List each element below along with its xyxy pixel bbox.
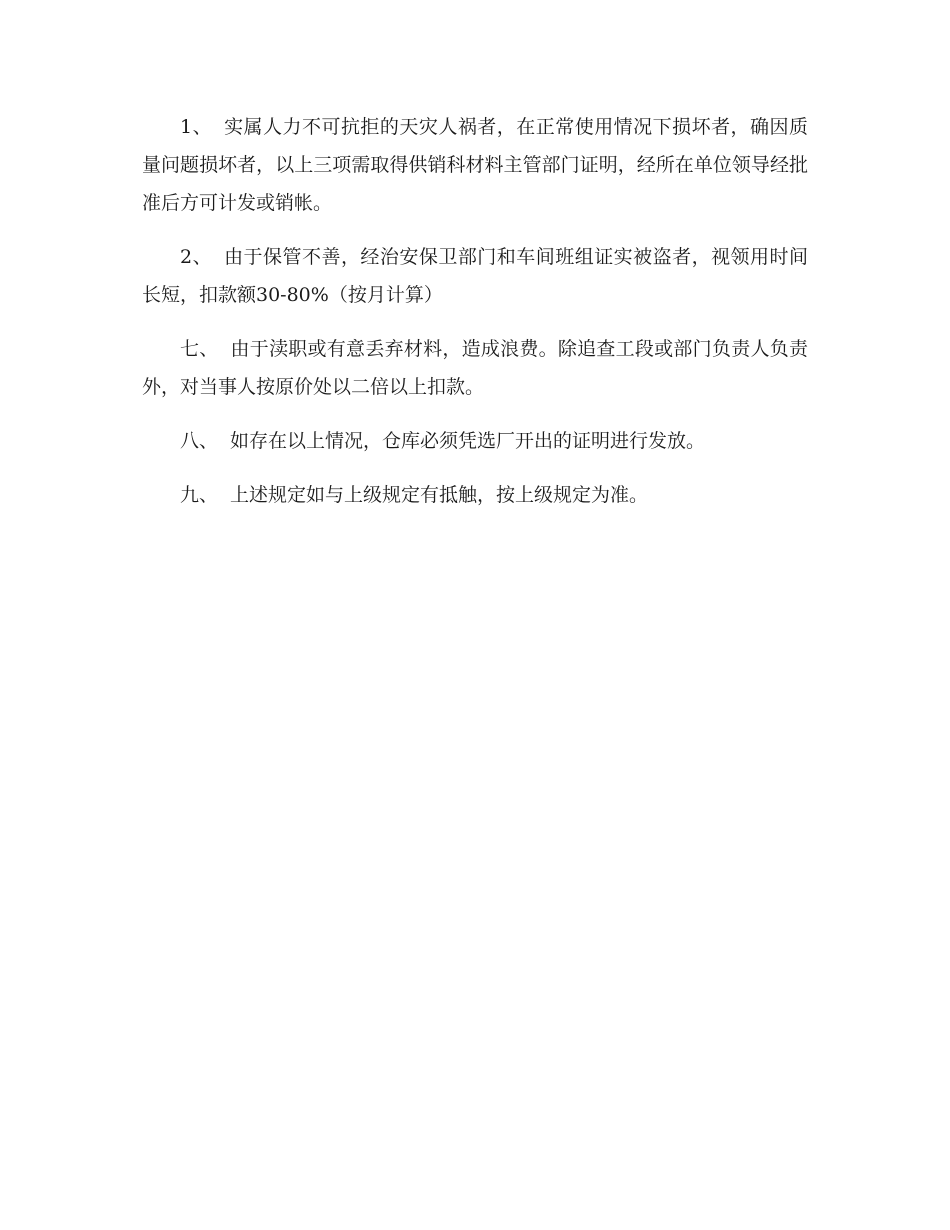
paragraph-text: 上述规定如与上级规定有抵触，按上级规定为准。 (230, 484, 649, 506)
paragraph-text: 由于渎职或有意丢弃材料，造成浪费。除追查工段或部门负责人负责外，对当事人按原价处以二倍以上扣款。 (142, 338, 808, 398)
paragraph-number: 九、 (180, 484, 219, 506)
paragraph-number: 2、 (180, 246, 213, 268)
paragraph-8 (142, 422, 808, 460)
paragraph-number: 七、 (180, 338, 219, 360)
paragraph-text: 由于保管不善，经治安保卫部门和车间班组证实被盗者，视领用时间长短，扣款额30-80%（按月计算） (142, 246, 808, 306)
paragraph-number: 1、 (180, 116, 213, 138)
paragraph-7 (142, 330, 808, 406)
paragraph-text: 实属人力不可抗拒的天灾人祸者，在正常使用情况下损坏者，确因质量问题损坏者，以上三项需取得供销科材料主管部门证明，经所在单位领导经批准后方可计发或销帐。 (142, 116, 808, 214)
document-body (142, 108, 808, 530)
paragraph-number: 八、 (180, 430, 219, 452)
paragraph-1 (142, 108, 808, 222)
paragraph-text: 如存在以上情况，仓库必须凭选厂开出的证明进行发放。 (230, 430, 706, 452)
paragraph-2 (142, 238, 808, 314)
paragraph-9 (142, 476, 808, 514)
